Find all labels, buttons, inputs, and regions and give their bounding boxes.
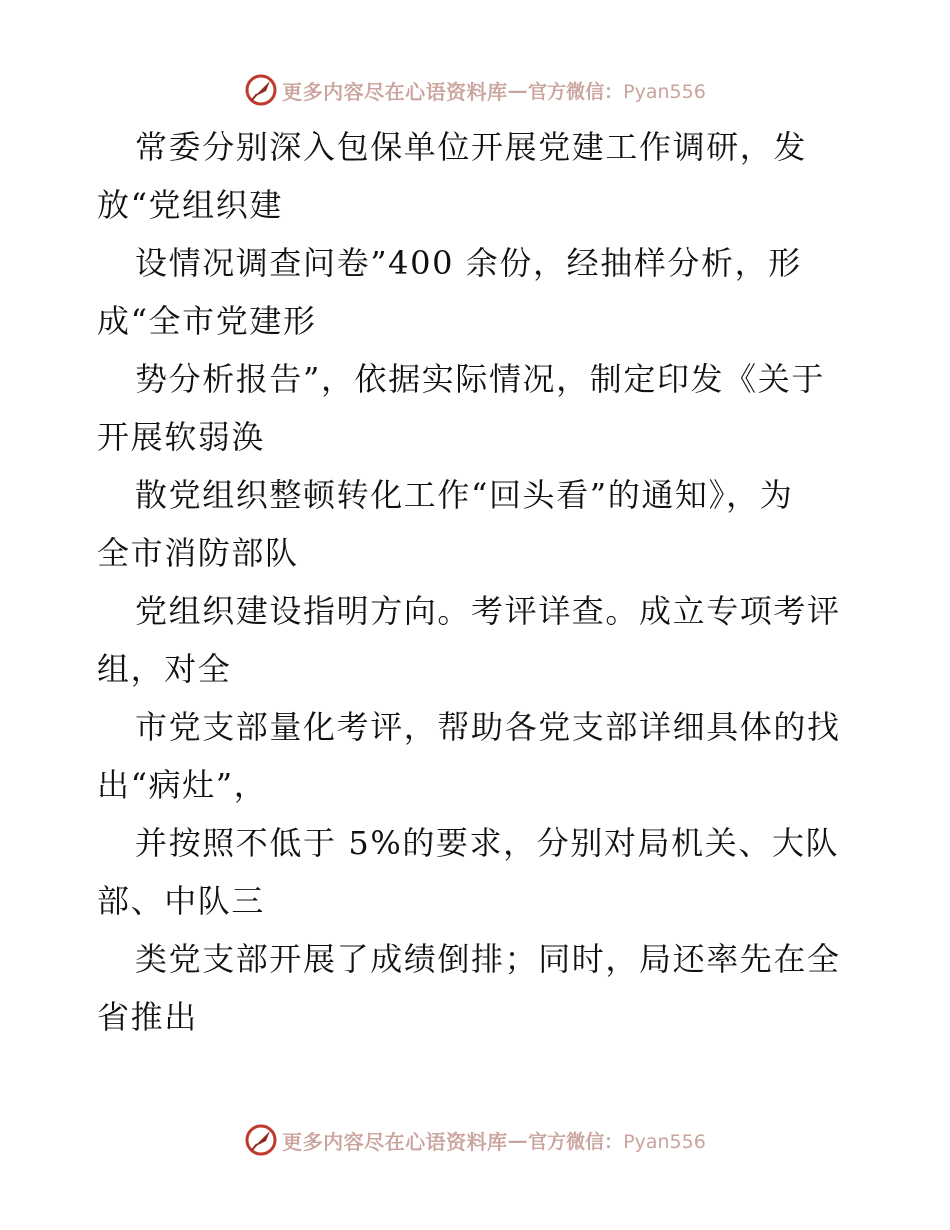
watermark-wechat xyxy=(528,77,706,104)
text-line: 并按照不低于 5%的要求，分别对局机关、大队 xyxy=(135,824,840,862)
text-line: 常委分别深入包保单位开展党建工作调研，发 xyxy=(135,128,808,166)
watermark-dash: — xyxy=(507,78,529,102)
wechat-label: 官方微信： xyxy=(528,1130,624,1153)
watermark-dash: — xyxy=(507,1128,529,1152)
text-line: 势分析报告”，依据实际情况，制定印发《关于 xyxy=(135,360,825,398)
quill-logo-icon xyxy=(244,73,278,107)
text-line: 市党支部量化考评，帮助各党支部详细具体的找 xyxy=(135,708,841,746)
watermark-text: 更多内容尽在心语资料库 xyxy=(282,79,508,104)
text-line: 部、中队三 xyxy=(97,882,266,920)
quill-logo-icon xyxy=(244,1123,278,1157)
text-line: 开展软弱涣 xyxy=(97,418,266,456)
text-line: 全市消防部队 xyxy=(97,534,299,572)
watermark-text: 更多内容尽在心语资料库 xyxy=(282,1129,508,1154)
wechat-id: Pyan556 xyxy=(623,80,706,103)
text-line: 组，对全 xyxy=(97,650,232,688)
wechat-id: Pyan556 xyxy=(623,1130,706,1153)
text-line: 成“全市党建形 xyxy=(97,302,317,340)
watermark-wechat xyxy=(528,1127,706,1154)
document-body xyxy=(97,118,857,1046)
footer-watermark xyxy=(0,1120,950,1160)
text-line: 类党支部开展了成绩倒排；同时，局还率先在全 xyxy=(135,940,841,978)
text-line: 设情况调查问卷”400 余份，经抽样分析，形 xyxy=(135,244,802,282)
text-line: 省推出 xyxy=(97,998,198,1036)
text-line: 出“病灶”， xyxy=(97,766,268,804)
text-line: 散党组织整顿转化工作“回头看”的通知》，为 xyxy=(135,476,794,514)
text-line: 放“党组织建 xyxy=(97,186,283,224)
header-watermark xyxy=(0,70,950,110)
text-line: 党组织建设指明方向。考评详查。成立专项考评 xyxy=(135,592,841,630)
wechat-label: 官方微信： xyxy=(528,80,624,103)
